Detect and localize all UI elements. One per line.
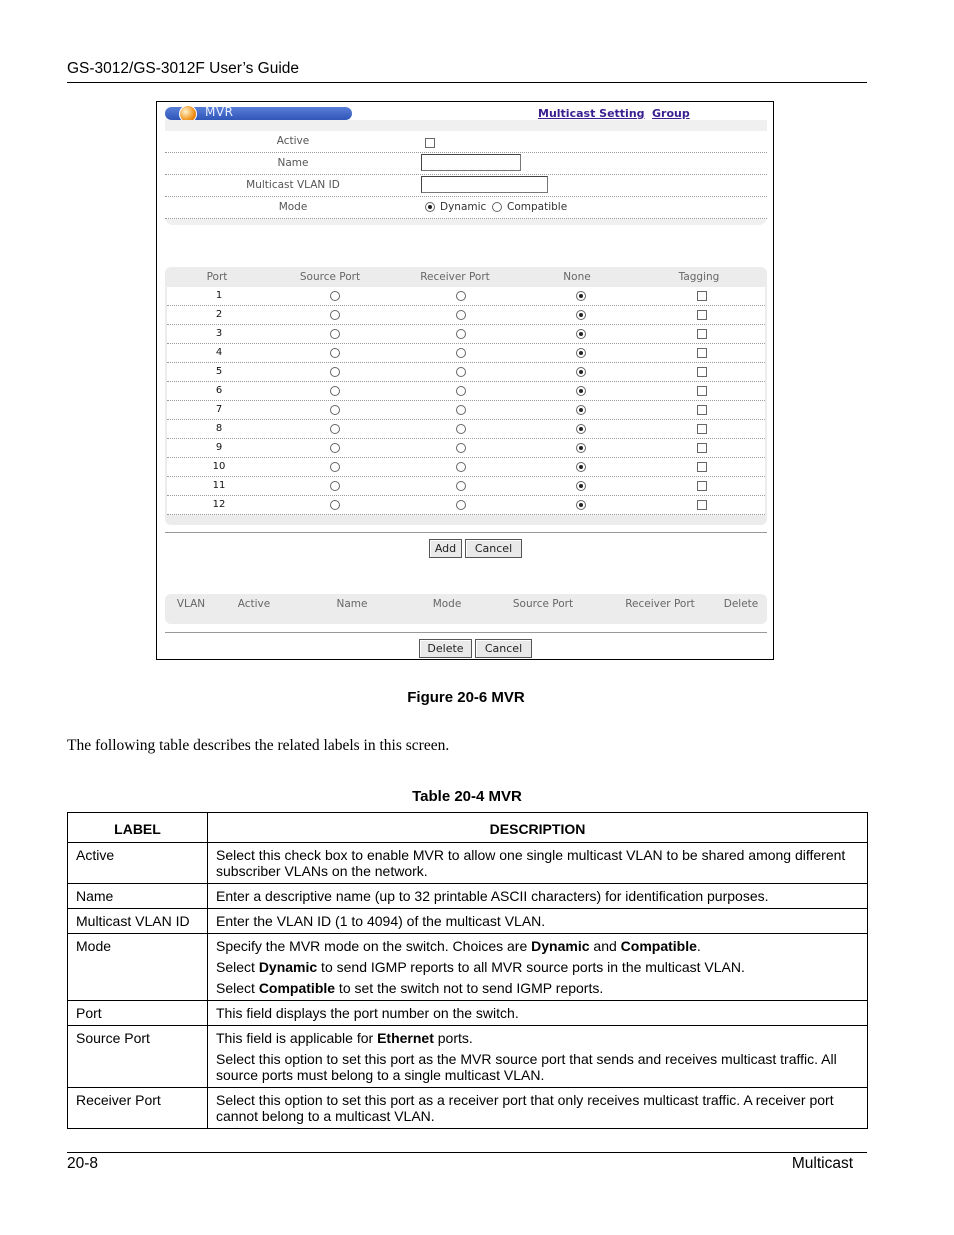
text-run: to set the switch not to send IGMP reports.	[335, 980, 604, 996]
mode-compatible-label: Compatible	[507, 201, 568, 213]
port-row	[167, 496, 765, 515]
description-paragraph	[216, 888, 859, 904]
active-col-header: Active	[237, 598, 271, 610]
name-row	[165, 153, 767, 175]
source-port-vlan-col-header: Source Port	[512, 598, 574, 610]
bold-term: Dynamic	[258, 959, 318, 975]
text-run: to send IGMP reports to all MVR source ports in the multicast VLAN.	[317, 959, 745, 975]
receiver-port-radio[interactable]	[456, 348, 466, 358]
tagging-checkbox[interactable]	[697, 462, 707, 472]
port-number: 5	[215, 366, 223, 377]
tagging-checkbox[interactable]	[697, 329, 707, 339]
text-run: Select this option to set this port as the MVR source port that sends and receives multicast traffic. All source ports must belong to a single multicast VLAN.	[216, 1051, 837, 1083]
none-radio[interactable]	[576, 462, 586, 472]
row-label: Port	[68, 1001, 208, 1026]
port-number: 9	[215, 442, 223, 453]
table-row	[68, 843, 868, 884]
mode-dynamic-radio[interactable]	[425, 202, 435, 212]
source-port-radio[interactable]	[330, 367, 340, 377]
active-checkbox[interactable]	[425, 138, 435, 148]
none-radio[interactable]	[576, 367, 586, 377]
row-description	[208, 843, 868, 884]
none-radio[interactable]	[576, 481, 586, 491]
description-paragraph	[216, 980, 859, 996]
port-row	[167, 477, 765, 496]
text-run: Enter a descriptive name (up to 32 printable ASCII characters) for identification purposes.	[216, 888, 769, 904]
table-row	[68, 1001, 868, 1026]
text-run: This field displays the port number on the switch.	[216, 1005, 519, 1021]
port-number: 1	[215, 290, 223, 301]
text-run: Select this option to set this port as a receiver port that only receives multicast traffic. A receiver port cannot belong to a multicast VLAN.	[216, 1092, 834, 1124]
description-paragraph	[216, 1030, 859, 1046]
description-header: DESCRIPTION	[208, 813, 868, 843]
port-row	[167, 363, 765, 382]
page-header: GS-3012/GS-3012F User’s Guide	[67, 60, 300, 77]
port-row	[167, 344, 765, 363]
separator-line-2	[165, 632, 767, 633]
row-description	[208, 909, 868, 934]
none-radio[interactable]	[576, 329, 586, 339]
description-table	[67, 812, 868, 1129]
port-number: 6	[215, 385, 223, 396]
mode-compatible-radio[interactable]	[492, 202, 502, 212]
mvr-screenshot	[156, 101, 774, 660]
table-row	[68, 909, 868, 934]
receiver-port-radio[interactable]	[456, 424, 466, 434]
receiver-port-radio[interactable]	[456, 443, 466, 453]
bold-term: Compatible	[258, 980, 336, 996]
row-label: Name	[68, 884, 208, 909]
description-paragraph	[216, 913, 859, 929]
port-row	[167, 287, 765, 306]
tagging-checkbox[interactable]	[697, 291, 707, 301]
port-number: 4	[215, 347, 223, 358]
tagging-checkbox[interactable]	[697, 500, 707, 510]
footer-rule	[67, 1152, 867, 1153]
row-label: Receiver Port	[68, 1088, 208, 1129]
name-col-header: Name	[336, 598, 368, 610]
tagging-checkbox[interactable]	[697, 310, 707, 320]
none-col-header: None	[563, 271, 591, 283]
table-caption: Table 20-4 MVR	[412, 788, 522, 805]
port-row	[167, 325, 765, 344]
text-run: Select	[216, 980, 259, 996]
text-run: Specify the MVR mode on the switch. Choices are	[216, 938, 532, 954]
receiver-port-radio[interactable]	[456, 386, 466, 396]
cancel-delete-button[interactable]: Cancel	[475, 639, 532, 658]
tagging-checkbox[interactable]	[697, 481, 707, 491]
description-paragraph	[216, 938, 859, 954]
text-run: Enter the VLAN ID (1 to 4094) of the multicast VLAN.	[216, 913, 546, 929]
source-port-radio[interactable]	[330, 500, 340, 510]
source-port-col-header: Source Port	[299, 271, 361, 283]
port-number: 12	[212, 499, 226, 510]
port-row	[167, 420, 765, 439]
tagging-checkbox[interactable]	[697, 405, 707, 415]
none-radio[interactable]	[576, 500, 586, 510]
receiver-port-radio[interactable]	[456, 405, 466, 415]
table-row	[68, 1088, 868, 1129]
source-port-radio[interactable]	[330, 462, 340, 472]
tagging-checkbox[interactable]	[697, 367, 707, 377]
none-radio[interactable]	[576, 405, 586, 415]
receiver-port-radio[interactable]	[456, 310, 466, 320]
receiver-port-radio[interactable]	[456, 462, 466, 472]
mvr-title: MVR	[205, 105, 234, 119]
table-row	[68, 884, 868, 909]
text-run: This field is applicable for	[216, 1030, 378, 1046]
active-row	[165, 131, 767, 153]
bold-term: Dynamic	[531, 938, 590, 954]
description-paragraph	[216, 1005, 859, 1021]
row-label: Active	[68, 843, 208, 884]
source-port-radio[interactable]	[330, 348, 340, 358]
description-paragraph	[216, 1092, 859, 1124]
vlan-col-header: VLAN	[176, 598, 206, 610]
header-rule	[67, 82, 867, 83]
row-description	[208, 934, 868, 1001]
row-description	[208, 1001, 868, 1026]
receiver-port-radio[interactable]	[456, 329, 466, 339]
none-radio[interactable]	[576, 348, 586, 358]
source-port-radio[interactable]	[330, 405, 340, 415]
mvr-title-bar	[165, 107, 352, 120]
port-number: 2	[215, 309, 223, 320]
tagging-checkbox[interactable]	[697, 386, 707, 396]
bold-term: Compatible	[620, 938, 697, 954]
port-table	[165, 267, 767, 525]
none-radio[interactable]	[576, 424, 586, 434]
cancel-button[interactable]: Cancel	[465, 539, 522, 558]
row-label: Source Port	[68, 1026, 208, 1088]
port-number: 8	[215, 423, 223, 434]
tagging-col-header: Tagging	[678, 271, 720, 283]
row-description	[208, 1088, 868, 1129]
receiver-port-radio[interactable]	[456, 500, 466, 510]
row-description	[208, 1026, 868, 1088]
add-button[interactable]: Add	[429, 539, 462, 558]
port-number: 11	[212, 480, 226, 491]
table-row	[68, 1026, 868, 1088]
chapter-name: Multicast	[791, 1155, 853, 1172]
none-radio[interactable]	[576, 386, 586, 396]
source-port-radio[interactable]	[330, 443, 340, 453]
text-run: Select this check box to enable MVR to allow one single multicast VLAN to be shared among different subscriber VLANs on the network.	[216, 847, 846, 879]
mode-label: Mode	[278, 201, 308, 213]
port-col-header: Port	[206, 271, 228, 283]
tagging-checkbox[interactable]	[697, 348, 707, 358]
source-port-radio[interactable]	[330, 310, 340, 320]
vlan-id-row	[165, 175, 767, 197]
port-number: 3	[215, 328, 223, 339]
tagging-checkbox[interactable]	[697, 443, 707, 453]
port-row	[167, 458, 765, 477]
name-label: Name	[277, 157, 309, 169]
bold-term: Ethernet	[377, 1030, 434, 1046]
text-run: Select	[216, 959, 259, 975]
label-header: LABEL	[68, 813, 208, 843]
row-description	[208, 884, 868, 909]
description-paragraph	[216, 959, 859, 975]
delete-button[interactable]: Delete	[419, 639, 472, 658]
table-row	[68, 934, 868, 1001]
none-radio[interactable]	[576, 291, 586, 301]
settings-panel	[165, 120, 767, 225]
text-run: .	[696, 938, 701, 954]
receiver-port-vlan-col-header: Receiver Port	[625, 598, 695, 610]
port-number: 10	[212, 461, 226, 472]
description-paragraph	[216, 1051, 859, 1083]
mode-row	[165, 197, 767, 219]
receiver-port-radio[interactable]	[456, 291, 466, 301]
source-port-radio[interactable]	[330, 291, 340, 301]
active-label: Active	[276, 135, 310, 147]
receiver-port-col-header: Receiver Port	[420, 271, 490, 283]
text-run: and	[589, 938, 621, 954]
vlan-table	[165, 594, 767, 624]
none-radio[interactable]	[576, 310, 586, 320]
delete-col-header: Delete	[723, 598, 759, 610]
source-port-radio[interactable]	[330, 329, 340, 339]
description-paragraph	[216, 847, 859, 879]
vlan-id-input[interactable]	[421, 176, 548, 193]
port-row	[167, 306, 765, 325]
row-label: Mode	[68, 934, 208, 1001]
group-configuration-link[interactable]: Group	[652, 107, 690, 120]
mode-dynamic-label: Dynamic	[440, 201, 487, 213]
page-number: 20-8	[67, 1155, 99, 1172]
source-port-radio[interactable]	[330, 424, 340, 434]
port-row	[167, 401, 765, 420]
figure-caption: Figure 20-6 MVR	[407, 689, 525, 706]
separator-line	[165, 532, 767, 533]
intro-text: The following table describes the related labels in this screen.	[67, 737, 450, 754]
source-port-radio[interactable]	[330, 481, 340, 491]
row-label: Multicast VLAN ID	[68, 909, 208, 934]
source-port-radio[interactable]	[330, 386, 340, 396]
port-row	[167, 439, 765, 458]
text-run: ports.	[433, 1030, 473, 1046]
port-number: 7	[215, 404, 223, 415]
multicast-setting-link[interactable]: Multicast Setting	[538, 107, 645, 120]
vlan-id-label: Multicast VLAN ID	[246, 179, 340, 191]
none-radio[interactable]	[576, 443, 586, 453]
mode-col-header: Mode	[432, 598, 462, 610]
receiver-port-radio[interactable]	[456, 481, 466, 491]
tagging-checkbox[interactable]	[697, 424, 707, 434]
receiver-port-radio[interactable]	[456, 367, 466, 377]
name-input[interactable]	[421, 154, 521, 171]
port-row	[167, 382, 765, 401]
